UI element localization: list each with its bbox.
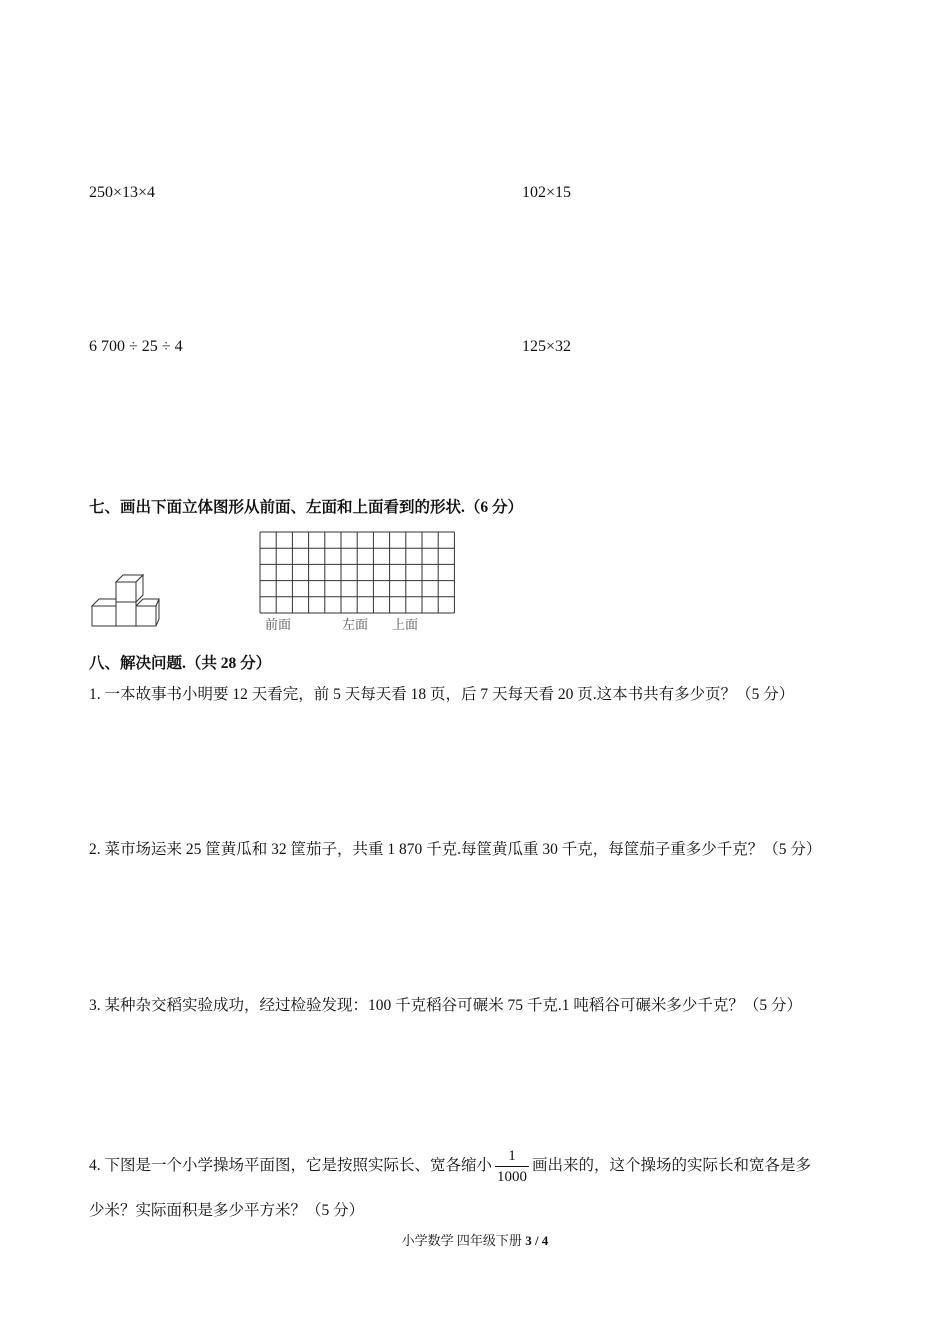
problem-1: 1. 一本故事书小明要 12 天看完，前 5 天每天看 18 页，后 7 天每天看 20 页.这本书共有多少页？（5 分）	[89, 686, 795, 703]
scale-fraction	[495, 1146, 529, 1187]
fraction-denominator: 1000	[497, 1169, 528, 1185]
problem-2: 2. 菜市场运来 25 筐黄瓜和 32 筐茄子，共重 1 870 千克.每筐黄瓜重 30 千克，每筐茄子重多少千克？（5 分）	[89, 841, 822, 858]
fraction-numerator: 1	[495, 1146, 529, 1167]
cube-stack-drawing	[92, 575, 159, 626]
section-8-title: 八、解决问题.（共 28 分）	[89, 655, 272, 672]
problem-3: 3. 某种杂交稻实验成功，经过检验发现：100 千克稻谷可碾米 75 千克.1 吨稻谷可碾米多少千克？（5 分）	[89, 997, 803, 1014]
calc-expression-2: 102×15	[522, 184, 572, 201]
footer-subject: 小学数学 四年级下册	[401, 1233, 522, 1248]
problem-4-text-after: 画出来的，这个操场的实际长和宽各是多	[532, 1157, 812, 1175]
calc-expression-4: 125×32	[522, 338, 572, 355]
grid-label-top: 上面	[391, 618, 419, 633]
problem-4-line-1	[89, 1146, 811, 1187]
grid-label-left: 左面	[341, 618, 369, 633]
page-footer	[0, 1230, 950, 1249]
grid-paper	[258, 531, 458, 635]
calc-expression-1: 250×13×4	[89, 184, 156, 201]
footer-page-number: 3 / 4	[525, 1233, 549, 1248]
problem-4-text-before: 4. 下图是一个小学操场平面图，它是按照实际长、宽各缩小	[89, 1157, 493, 1175]
grid-label-front: 前面	[264, 618, 292, 633]
cube-figure	[88, 574, 162, 630]
grid-lines	[260, 532, 454, 613]
calc-expression-3: 6 700 ÷ 25 ÷ 4	[89, 338, 183, 355]
problem-4-line-2: 少米？实际面积是多少平方米？（5 分）	[89, 1202, 365, 1219]
section-7-title: 七、画出下面立体图形从前面、左面和上面看到的形状.（6 分）	[89, 499, 524, 516]
